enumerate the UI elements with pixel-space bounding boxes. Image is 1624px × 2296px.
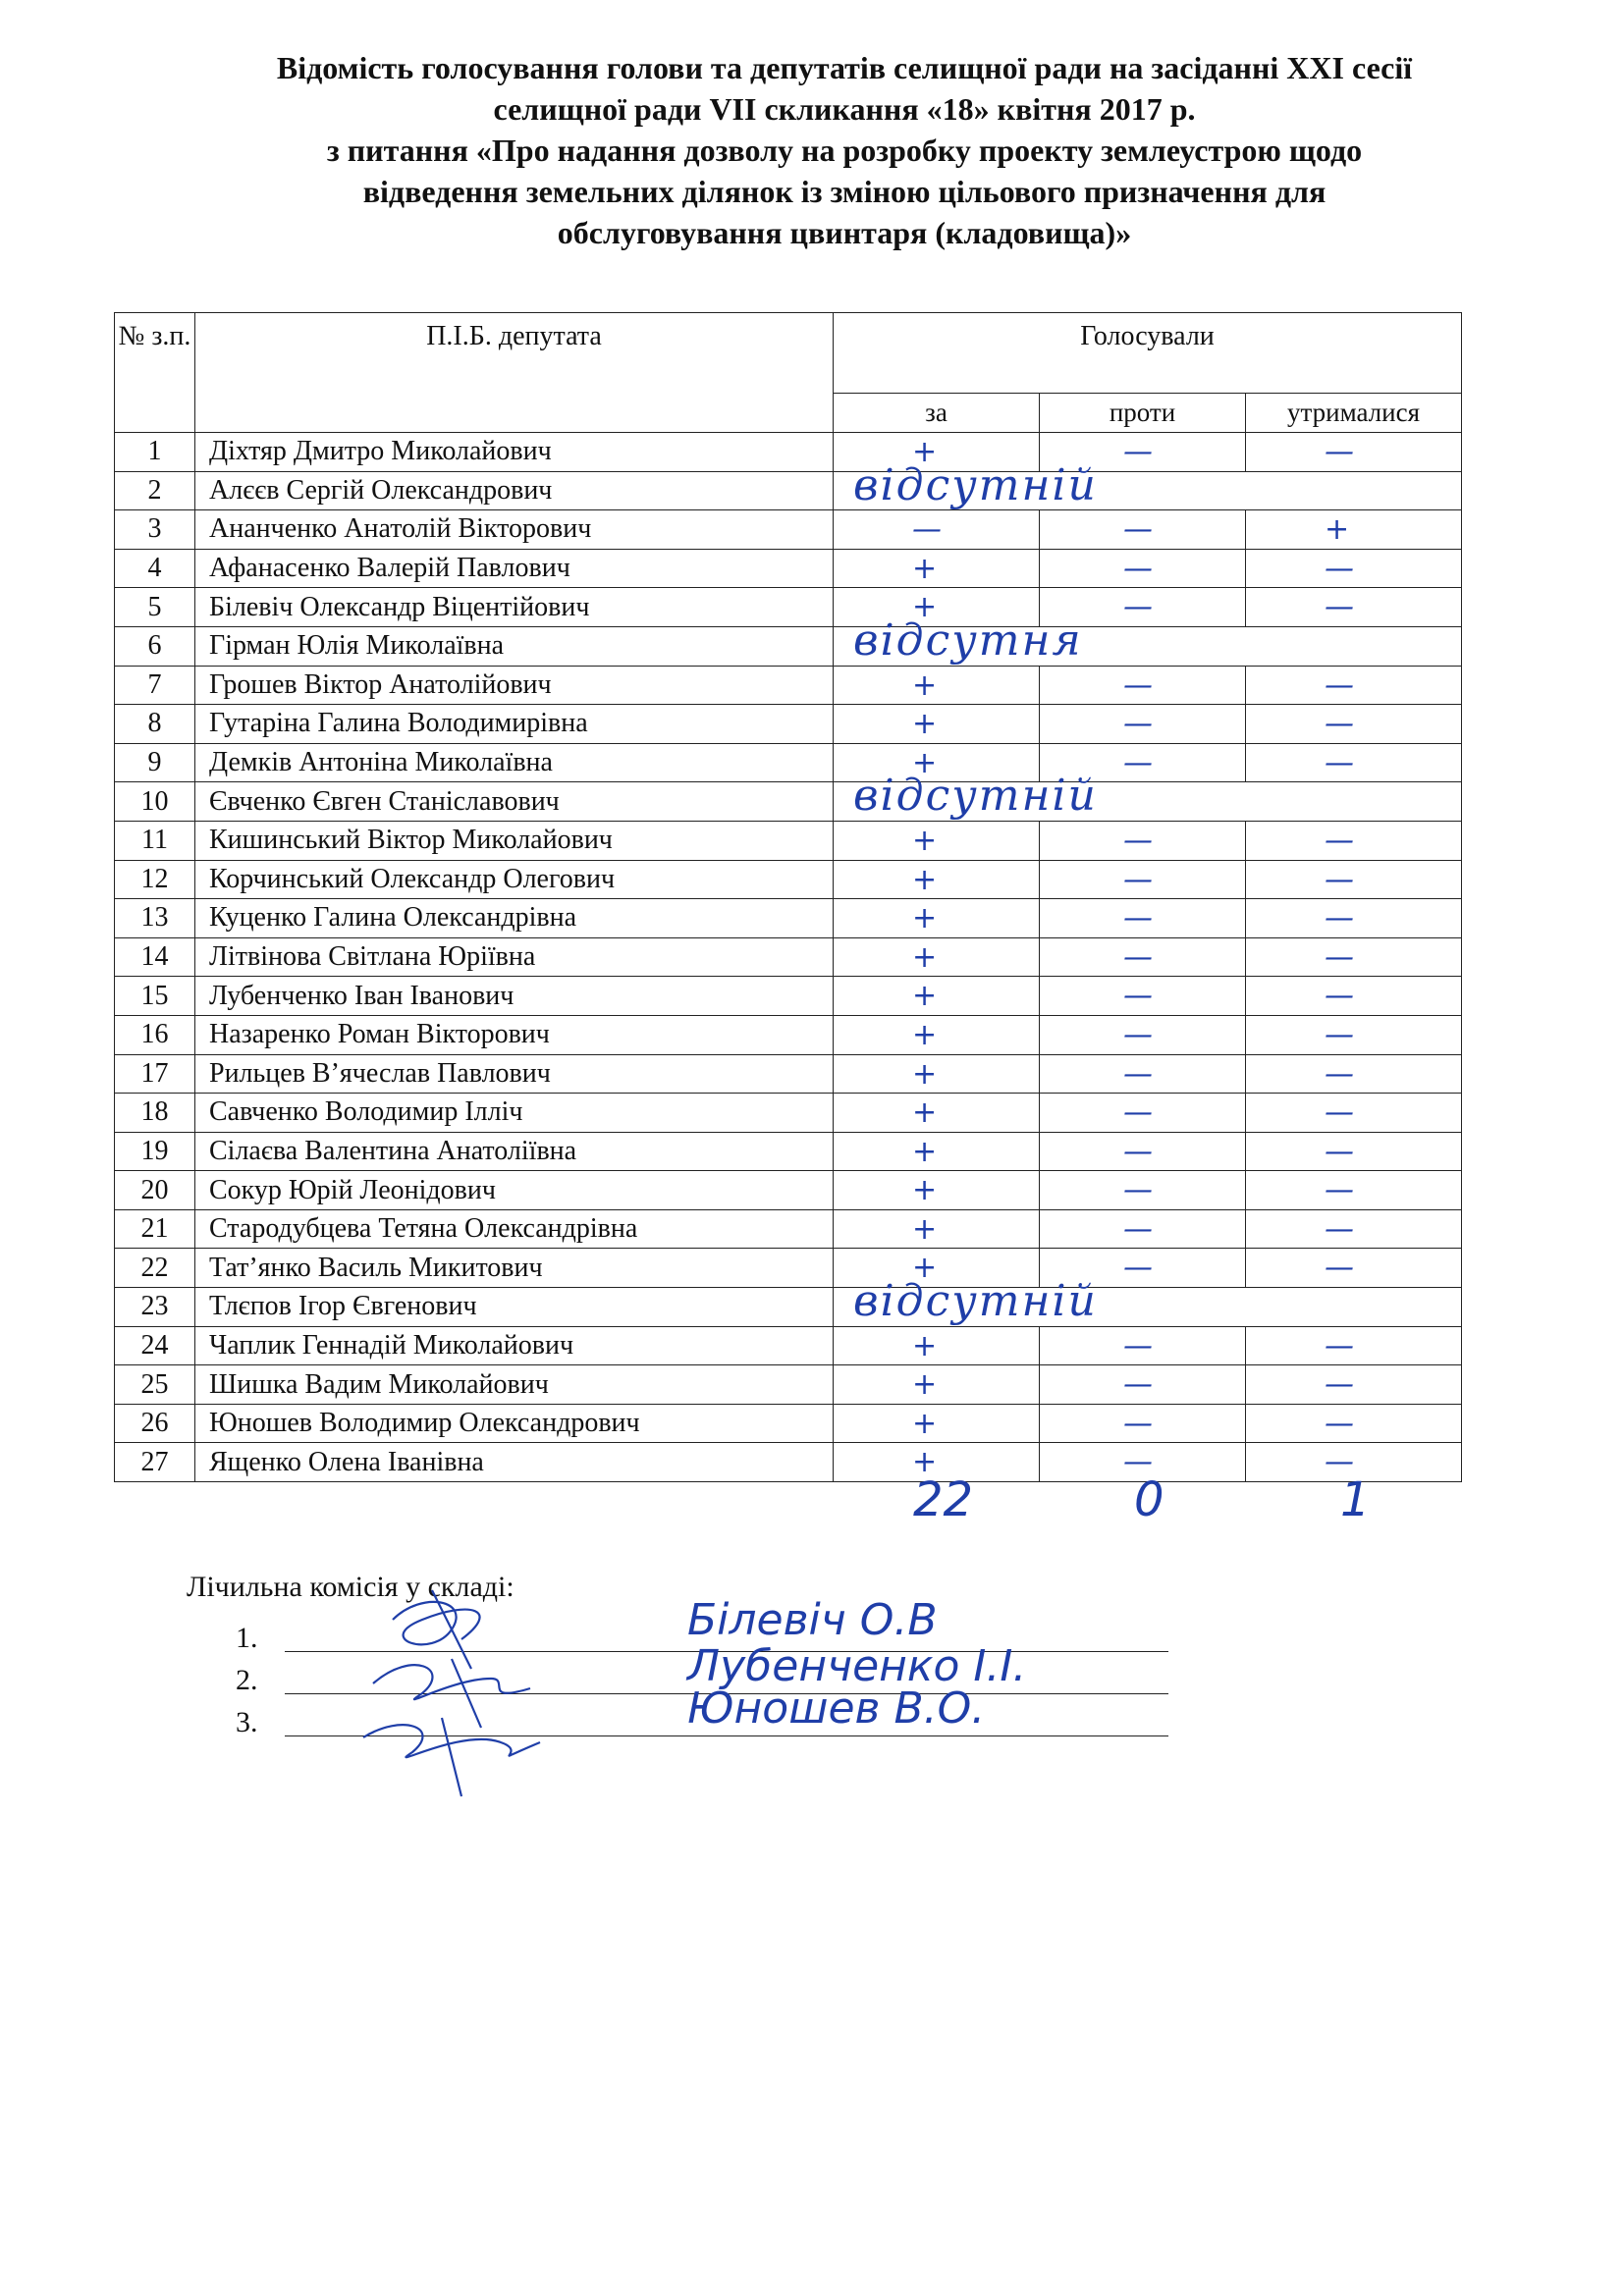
deputy-name: Тат’янко Василь Микитович (195, 1249, 834, 1288)
header-against: проти (1040, 394, 1246, 433)
vote-against-mark: — (1123, 707, 1153, 742)
vote-for (834, 937, 1040, 977)
deputy-name: Діхтяр Дмитро Миколайович (195, 433, 834, 472)
vote-against-mark: — (1123, 939, 1153, 975)
row-number: 16 (115, 1015, 195, 1054)
vote-for (834, 666, 1040, 705)
vote-for (834, 821, 1040, 860)
vote-abstained-mark: — (1325, 1173, 1354, 1208)
title-line-3: з питання «Про надання дозволу на розробку проекту землеустрою щодо (326, 133, 1363, 168)
vote-abstained-mark: — (1325, 1056, 1354, 1092)
vote-against-mark: — (1123, 745, 1153, 780)
vote-for (834, 1171, 1040, 1210)
header-number: № з.п. (115, 313, 195, 433)
vote-abstained (1246, 666, 1462, 705)
vote-against-mark: — (1123, 1134, 1153, 1169)
vote-against (1040, 1404, 1246, 1443)
vote-for-mark: + (912, 901, 938, 936)
vote-against-mark: — (1123, 667, 1153, 703)
absent-mark: відсутня (853, 614, 1083, 666)
absent-mark: відсутній (853, 1276, 1098, 1327)
vote-abstained-mark: — (1325, 745, 1354, 780)
deputy-name: Ананченко Анатолій Вікторович (195, 510, 834, 550)
table-row (115, 1015, 1462, 1054)
deputy-name: Гірман Юлія Миколаївна (195, 626, 834, 666)
voting-table (114, 312, 1462, 1482)
table-row (115, 626, 1462, 666)
vote-for (834, 1209, 1040, 1249)
table-row (115, 510, 1462, 550)
deputy-name: Євченко Євген Станіславович (195, 782, 834, 822)
row-number: 24 (115, 1326, 195, 1365)
title-line-5: обслуговування цвинтаря (кладовища)» (557, 215, 1132, 250)
commission-member-3-num: 3. (236, 1706, 258, 1738)
deputy-name: Ященко Олена Іванівна (195, 1443, 834, 1482)
deputy-name: Демків Антоніна Миколаївна (195, 743, 834, 782)
total-for: 22 (913, 1472, 974, 1527)
vote-abstained (1246, 1326, 1462, 1365)
table-row (115, 549, 1462, 588)
row-number: 5 (115, 588, 195, 627)
vote-for-mark: + (912, 667, 938, 703)
vote-against-mark: — (1123, 1406, 1153, 1441)
signature-2 (373, 1665, 530, 1699)
table-row (115, 666, 1462, 705)
vote-abstained-mark: — (1325, 939, 1354, 975)
deputy-name: Гутаріна Галина Володимирівна (195, 705, 834, 744)
row-number: 26 (115, 1404, 195, 1443)
table-row (115, 937, 1462, 977)
commission-member-2-num: 2. (236, 1664, 258, 1696)
row-number: 9 (115, 743, 195, 782)
absent-mark: відсутній (853, 459, 1098, 510)
vote-for (834, 977, 1040, 1016)
table-row (115, 1404, 1462, 1443)
vote-against-mark: — (1123, 1328, 1153, 1363)
table-row (115, 705, 1462, 744)
vote-for-mark: + (912, 1367, 938, 1403)
vote-against-mark: — (1123, 435, 1153, 469)
row-number: 25 (115, 1365, 195, 1405)
vote-for (834, 899, 1040, 938)
deputy-name: Алєєв Сергій Олександрович (195, 471, 834, 510)
table-row (115, 1209, 1462, 1249)
table-row (115, 1443, 1462, 1482)
vote-against (1040, 937, 1246, 977)
row-number: 14 (115, 937, 195, 977)
vote-abstained (1246, 588, 1462, 627)
deputy-name: Сілаєва Валентина Анатоліївна (195, 1132, 834, 1171)
deputy-name: Савченко Володимир Ілліч (195, 1094, 834, 1133)
deputy-name: Корчинський Олександр Олегович (195, 860, 834, 899)
vote-abstained (1246, 1132, 1462, 1171)
vote-for-mark: + (912, 862, 938, 897)
commission-label: Лічильна комісія у складі: (187, 1571, 514, 1603)
row-number: 7 (115, 666, 195, 705)
vote-for-mark: + (912, 1251, 938, 1286)
row-number: 19 (115, 1132, 195, 1171)
vote-against-mark: — (1123, 1251, 1153, 1286)
vote-abstained-mark: — (1325, 1367, 1354, 1403)
vote-absent (834, 771, 1462, 822)
vote-against (1040, 977, 1246, 1016)
vote-against (1040, 821, 1246, 860)
vote-abstained-mark: — (1325, 1095, 1354, 1131)
vote-abstained (1246, 705, 1462, 744)
vote-abstained-mark: — (1325, 1251, 1354, 1286)
row-number: 17 (115, 1054, 195, 1094)
deputy-name: Тлєпов Ігор Євгенович (195, 1288, 834, 1327)
vote-against (1040, 1171, 1246, 1210)
vote-for (834, 1094, 1040, 1133)
vote-abstained-mark: — (1325, 1406, 1354, 1441)
row-number: 12 (115, 860, 195, 899)
vote-abstained (1246, 549, 1462, 588)
vote-for (834, 549, 1040, 588)
row-number: 6 (115, 626, 195, 666)
vote-against (1040, 549, 1246, 588)
deputy-name: Куценко Галина Олександрівна (195, 899, 834, 938)
vote-against (1040, 1094, 1246, 1133)
row-number: 21 (115, 1209, 195, 1249)
vote-abstained (1246, 1249, 1462, 1288)
vote-for (834, 860, 1040, 899)
table-row (115, 743, 1462, 782)
vote-absent (834, 614, 1462, 666)
vote-for-mark: + (912, 939, 938, 975)
vote-abstained-mark: — (1325, 862, 1354, 897)
vote-abstained-mark: — (1325, 707, 1354, 742)
total-abstained: 1 (1340, 1472, 1371, 1527)
row-number: 4 (115, 549, 195, 588)
table-row (115, 1054, 1462, 1094)
row-number: 8 (115, 705, 195, 744)
row-number: 22 (115, 1249, 195, 1288)
vote-against-mark: — (1123, 512, 1153, 548)
vote-abstained (1246, 860, 1462, 899)
vote-against (1040, 1209, 1246, 1249)
table-row (115, 1249, 1462, 1288)
vote-abstained (1246, 1209, 1462, 1249)
absent-mark: відсутній (853, 771, 1098, 822)
vote-abstained-mark: — (1325, 551, 1354, 586)
header-for: за (834, 394, 1040, 433)
vote-for-mark: + (912, 1056, 938, 1092)
vote-for-mark: + (912, 1095, 938, 1131)
vote-against-mark: — (1123, 590, 1153, 625)
vote-abstained-mark: — (1325, 1017, 1354, 1052)
vote-against (1040, 1365, 1246, 1405)
row-number: 11 (115, 821, 195, 860)
row-number: 13 (115, 899, 195, 938)
deputy-name: Кишинський Віктор Миколайович (195, 821, 834, 860)
vote-abstained-mark: — (1325, 823, 1354, 858)
vote-for-mark: + (912, 979, 938, 1014)
deputy-name: Юношев Володимир Олександрович (195, 1404, 834, 1443)
vote-against-mark: — (1123, 1173, 1153, 1208)
table-row (115, 1365, 1462, 1405)
vote-against-mark: — (1123, 862, 1153, 897)
title-line-4: відведення земельних ділянок із зміною цільового призначення для (362, 174, 1326, 209)
deputy-name: Шишка Вадим Миколайович (195, 1365, 834, 1405)
vote-against-mark: — (1123, 901, 1153, 936)
vote-abstained-mark: + (1325, 512, 1350, 548)
vote-abstained (1246, 977, 1462, 1016)
vote-for (834, 705, 1040, 744)
vote-abstained (1246, 1171, 1462, 1210)
header-name: П.І.Б. депутата (195, 313, 834, 433)
deputy-name: Афанасенко Валерій Павлович (195, 549, 834, 588)
vote-abstained (1246, 1094, 1462, 1133)
row-number: 23 (115, 1288, 195, 1327)
deputy-name: Літвінова Світлана Юріївна (195, 937, 834, 977)
row-number: 3 (115, 510, 195, 550)
vote-for-mark: + (912, 1173, 938, 1208)
vote-against-mark: — (1123, 551, 1153, 586)
table-row (115, 1326, 1462, 1365)
total-against: 0 (1134, 1472, 1164, 1527)
vote-abstained (1246, 899, 1462, 938)
vote-against (1040, 860, 1246, 899)
commission-member-1-name: Білевіч О.В (687, 1595, 938, 1645)
deputy-name: Лубенченко Іван Іванович (195, 977, 834, 1016)
row-number: 27 (115, 1443, 195, 1482)
table-row (115, 1171, 1462, 1210)
vote-for-mark: + (912, 590, 938, 625)
vote-abstained (1246, 821, 1462, 860)
vote-for (834, 1404, 1040, 1443)
row-number: 2 (115, 471, 195, 510)
vote-against (1040, 510, 1246, 550)
header-abstained: утрималися (1246, 394, 1462, 433)
signature-scribbles (334, 1580, 628, 1806)
vote-abstained-mark: — (1325, 901, 1354, 936)
vote-abstained-mark: — (1325, 590, 1354, 625)
header-voted: Голосували (834, 313, 1462, 394)
vote-against-mark: — (1123, 1367, 1153, 1403)
vote-against-mark: — (1123, 1017, 1153, 1052)
table-row (115, 860, 1462, 899)
deputy-name: Рильцев В’ячеслав Павлович (195, 1054, 834, 1094)
vote-absent (834, 1276, 1462, 1327)
table-row (115, 1288, 1462, 1327)
row-number: 1 (115, 433, 195, 472)
vote-abstained (1246, 1365, 1462, 1405)
vote-for-mark: + (912, 1134, 938, 1169)
vote-for-mark: — (912, 512, 942, 548)
row-number: 18 (115, 1094, 195, 1133)
vote-for-mark: + (912, 1445, 938, 1480)
vote-abstained (1246, 433, 1462, 472)
vote-for-mark: + (912, 745, 938, 780)
vote-against (1040, 1054, 1246, 1094)
vote-for (834, 1365, 1040, 1405)
signature-3 (363, 1725, 540, 1757)
vote-for-mark: + (912, 1406, 938, 1441)
vote-for (834, 1015, 1040, 1054)
commission-member-1-num: 1. (236, 1622, 258, 1654)
deputy-name: Білевіч Олександр Віцентійович (195, 588, 834, 627)
vote-against (1040, 1132, 1246, 1171)
deputy-name: Грошев Віктор Анатолійович (195, 666, 834, 705)
vote-abstained-mark: — (1325, 435, 1354, 469)
vote-against-mark: — (1123, 1056, 1153, 1092)
vote-abstained (1246, 743, 1462, 782)
table-row (115, 782, 1462, 822)
title-line-1: Відомість голосування голови та депутатів селищної ради на засіданні XXI сесії (276, 50, 1413, 85)
document-title (157, 47, 1532, 253)
row-number: 20 (115, 1171, 195, 1210)
vote-against-mark: — (1123, 1095, 1153, 1131)
vote-against-mark: — (1123, 1211, 1153, 1247)
signature-1 (393, 1602, 480, 1644)
table-row (115, 1132, 1462, 1171)
vote-abstained-mark: — (1325, 1328, 1354, 1363)
vote-against-mark: — (1123, 823, 1153, 858)
deputy-name: Стародубцева Тетяна Олександрівна (195, 1209, 834, 1249)
vote-for (834, 510, 1040, 550)
vote-for-mark: + (912, 435, 938, 469)
row-number: 15 (115, 977, 195, 1016)
vote-absent (834, 459, 1462, 510)
vote-abstained-mark: — (1325, 667, 1354, 703)
vote-for-mark: + (912, 551, 938, 586)
vote-against (1040, 1015, 1246, 1054)
vote-against (1040, 1326, 1246, 1365)
deputy-name: Чаплик Геннадій Миколайович (195, 1326, 834, 1365)
vote-for (834, 1132, 1040, 1171)
vote-abstained (1246, 1015, 1462, 1054)
table-row (115, 471, 1462, 510)
table-row (115, 1094, 1462, 1133)
vote-for (834, 1054, 1040, 1094)
vote-for-mark: + (912, 707, 938, 742)
title-line-2: селищної ради VII скликання «18» квітня 2017 р. (493, 91, 1196, 127)
vote-abstained (1246, 1404, 1462, 1443)
deputy-name: Сокур Юрій Леонідович (195, 1171, 834, 1210)
vote-abstained (1246, 510, 1462, 550)
vote-abstained-mark: — (1325, 1211, 1354, 1247)
vote-abstained-mark: — (1325, 1134, 1354, 1169)
row-number: 10 (115, 782, 195, 822)
vote-against (1040, 666, 1246, 705)
vote-for-mark: + (912, 1017, 938, 1052)
vote-against (1040, 899, 1246, 938)
vote-abstained (1246, 1054, 1462, 1094)
vote-for (834, 1326, 1040, 1365)
vote-abstained-mark: — (1325, 979, 1354, 1014)
vote-for-mark: + (912, 1211, 938, 1247)
commission-member-3-name: Юношев В.О. (687, 1683, 986, 1734)
commission-member-2-name: Лубенченко І.І. (687, 1641, 1027, 1691)
vote-for-mark: + (912, 823, 938, 858)
vote-against-mark: — (1123, 1445, 1153, 1480)
vote-against (1040, 705, 1246, 744)
deputy-name: Назаренко Роман Вікторович (195, 1015, 834, 1054)
table-row (115, 433, 1462, 472)
table-row (115, 588, 1462, 627)
table-row (115, 977, 1462, 1016)
vote-for-mark: + (912, 1328, 938, 1363)
vote-abstained-mark: — (1325, 1445, 1354, 1480)
vote-abstained (1246, 937, 1462, 977)
table-row (115, 899, 1462, 938)
vote-against-mark: — (1123, 979, 1153, 1014)
table-row (115, 821, 1462, 860)
